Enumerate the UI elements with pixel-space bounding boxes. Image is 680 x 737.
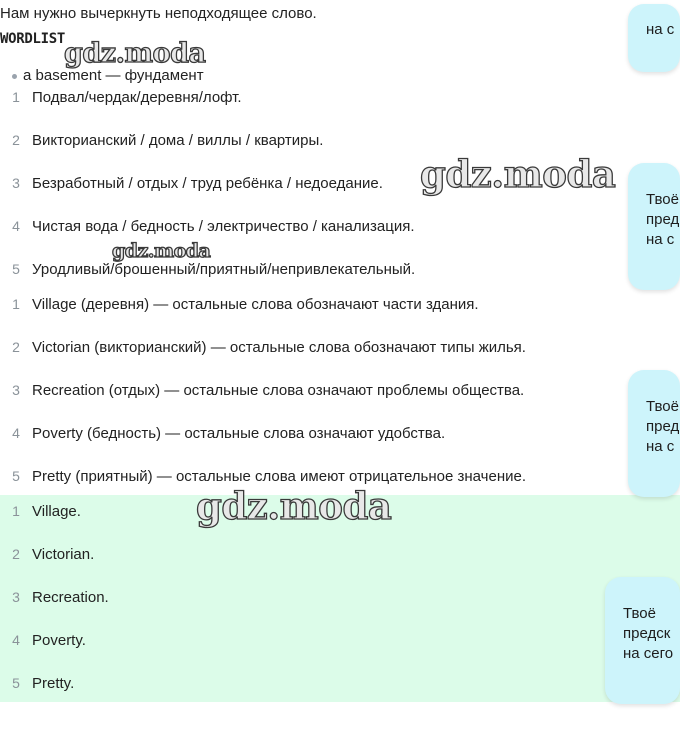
watermark: gdz.moda [64, 38, 206, 69]
row-number: 3 [12, 175, 20, 191]
bubble-line: пред [646, 418, 680, 435]
watermark: gdz.moda [420, 152, 616, 196]
row-number: 2 [12, 546, 20, 562]
row-number: 3 [12, 589, 20, 605]
row-text: Poverty. [32, 632, 86, 649]
wordlist-title: WORDLIST [0, 31, 66, 47]
explanation-row [0, 382, 524, 406]
bubble-line: Твоё [646, 191, 679, 208]
watermark: gdz.moda [112, 240, 211, 262]
row-number: 4 [12, 425, 20, 441]
explanation-row [0, 468, 526, 492]
row-text: Викторианский / дома / виллы / квартиры. [32, 132, 324, 149]
row-text: Подвал/чердак/деревня/лофт. [32, 89, 242, 106]
row-number: 1 [12, 503, 20, 519]
bubble-line: на с [646, 21, 675, 38]
task-row [0, 132, 323, 156]
row-number: 4 [12, 632, 20, 648]
answer-row [0, 503, 81, 527]
explanation-row [0, 425, 445, 449]
explanation-row [0, 296, 479, 320]
task-row [0, 175, 383, 199]
row-text: Recreation (отдых) — остальные слова означают проблемы общества. [32, 382, 525, 399]
task-row [0, 261, 415, 285]
row-number: 5 [12, 675, 20, 691]
wordlist-item [12, 67, 204, 85]
bubble-line: пред [646, 211, 680, 228]
row-text: Уродливый/брошенный/приятный/непривлекательный. [32, 261, 416, 278]
row-number: 1 [12, 296, 20, 312]
row-number: 5 [12, 468, 20, 484]
row-number: 2 [12, 132, 20, 148]
row-text: Pretty (приятный) — остальные слова имеют отрицательное значение. [32, 468, 527, 485]
bubble-line: на сего [623, 645, 674, 662]
answer-row [0, 675, 74, 699]
bubble-line: Твоё [646, 398, 679, 415]
row-text: Чистая вода / бедность / электричество / канализация. [32, 218, 415, 235]
bullet-dot-icon [12, 74, 17, 79]
row-text: Village (деревня) — остальные слова обозначают части здания. [32, 296, 479, 313]
bubble-line: Твоё [623, 605, 656, 622]
bubble-line: на с [646, 231, 675, 248]
row-text: Recreation. [32, 589, 109, 606]
row-text: Pretty. [32, 675, 75, 692]
promo-bubble[interactable] [628, 370, 680, 497]
answer-row [0, 589, 109, 613]
answer-row [0, 546, 94, 570]
promo-bubble[interactable] [628, 4, 680, 72]
task-row [0, 89, 242, 113]
bubble-line: предск [623, 625, 671, 642]
row-number: 2 [12, 339, 20, 355]
answer-row [0, 632, 86, 656]
wordlist-item-text: a basement — фундамент [23, 67, 204, 84]
explanation-row [0, 339, 526, 363]
bubble-line: на с [646, 438, 675, 455]
row-number: 3 [12, 382, 20, 398]
promo-bubble[interactable] [605, 577, 680, 704]
row-text: Village. [32, 503, 81, 520]
row-text: Безработный / отдых / труд ребёнка / недоедание. [32, 175, 383, 192]
row-text: Victorian. [32, 546, 95, 563]
watermark: gdz.moda [196, 484, 392, 528]
row-text: Victorian (викторианский) — остальные слова обозначают типы жилья. [32, 339, 526, 356]
promo-bubble[interactable] [628, 163, 680, 290]
row-text: Poverty (бедность) — остальные слова означают удобства. [32, 425, 446, 442]
row-number: 1 [12, 89, 20, 105]
intro-text: Нам нужно вычеркнуть неподходящее слово. [0, 5, 317, 22]
row-number: 4 [12, 218, 20, 234]
task-row [0, 218, 415, 242]
row-number: 5 [12, 261, 20, 277]
